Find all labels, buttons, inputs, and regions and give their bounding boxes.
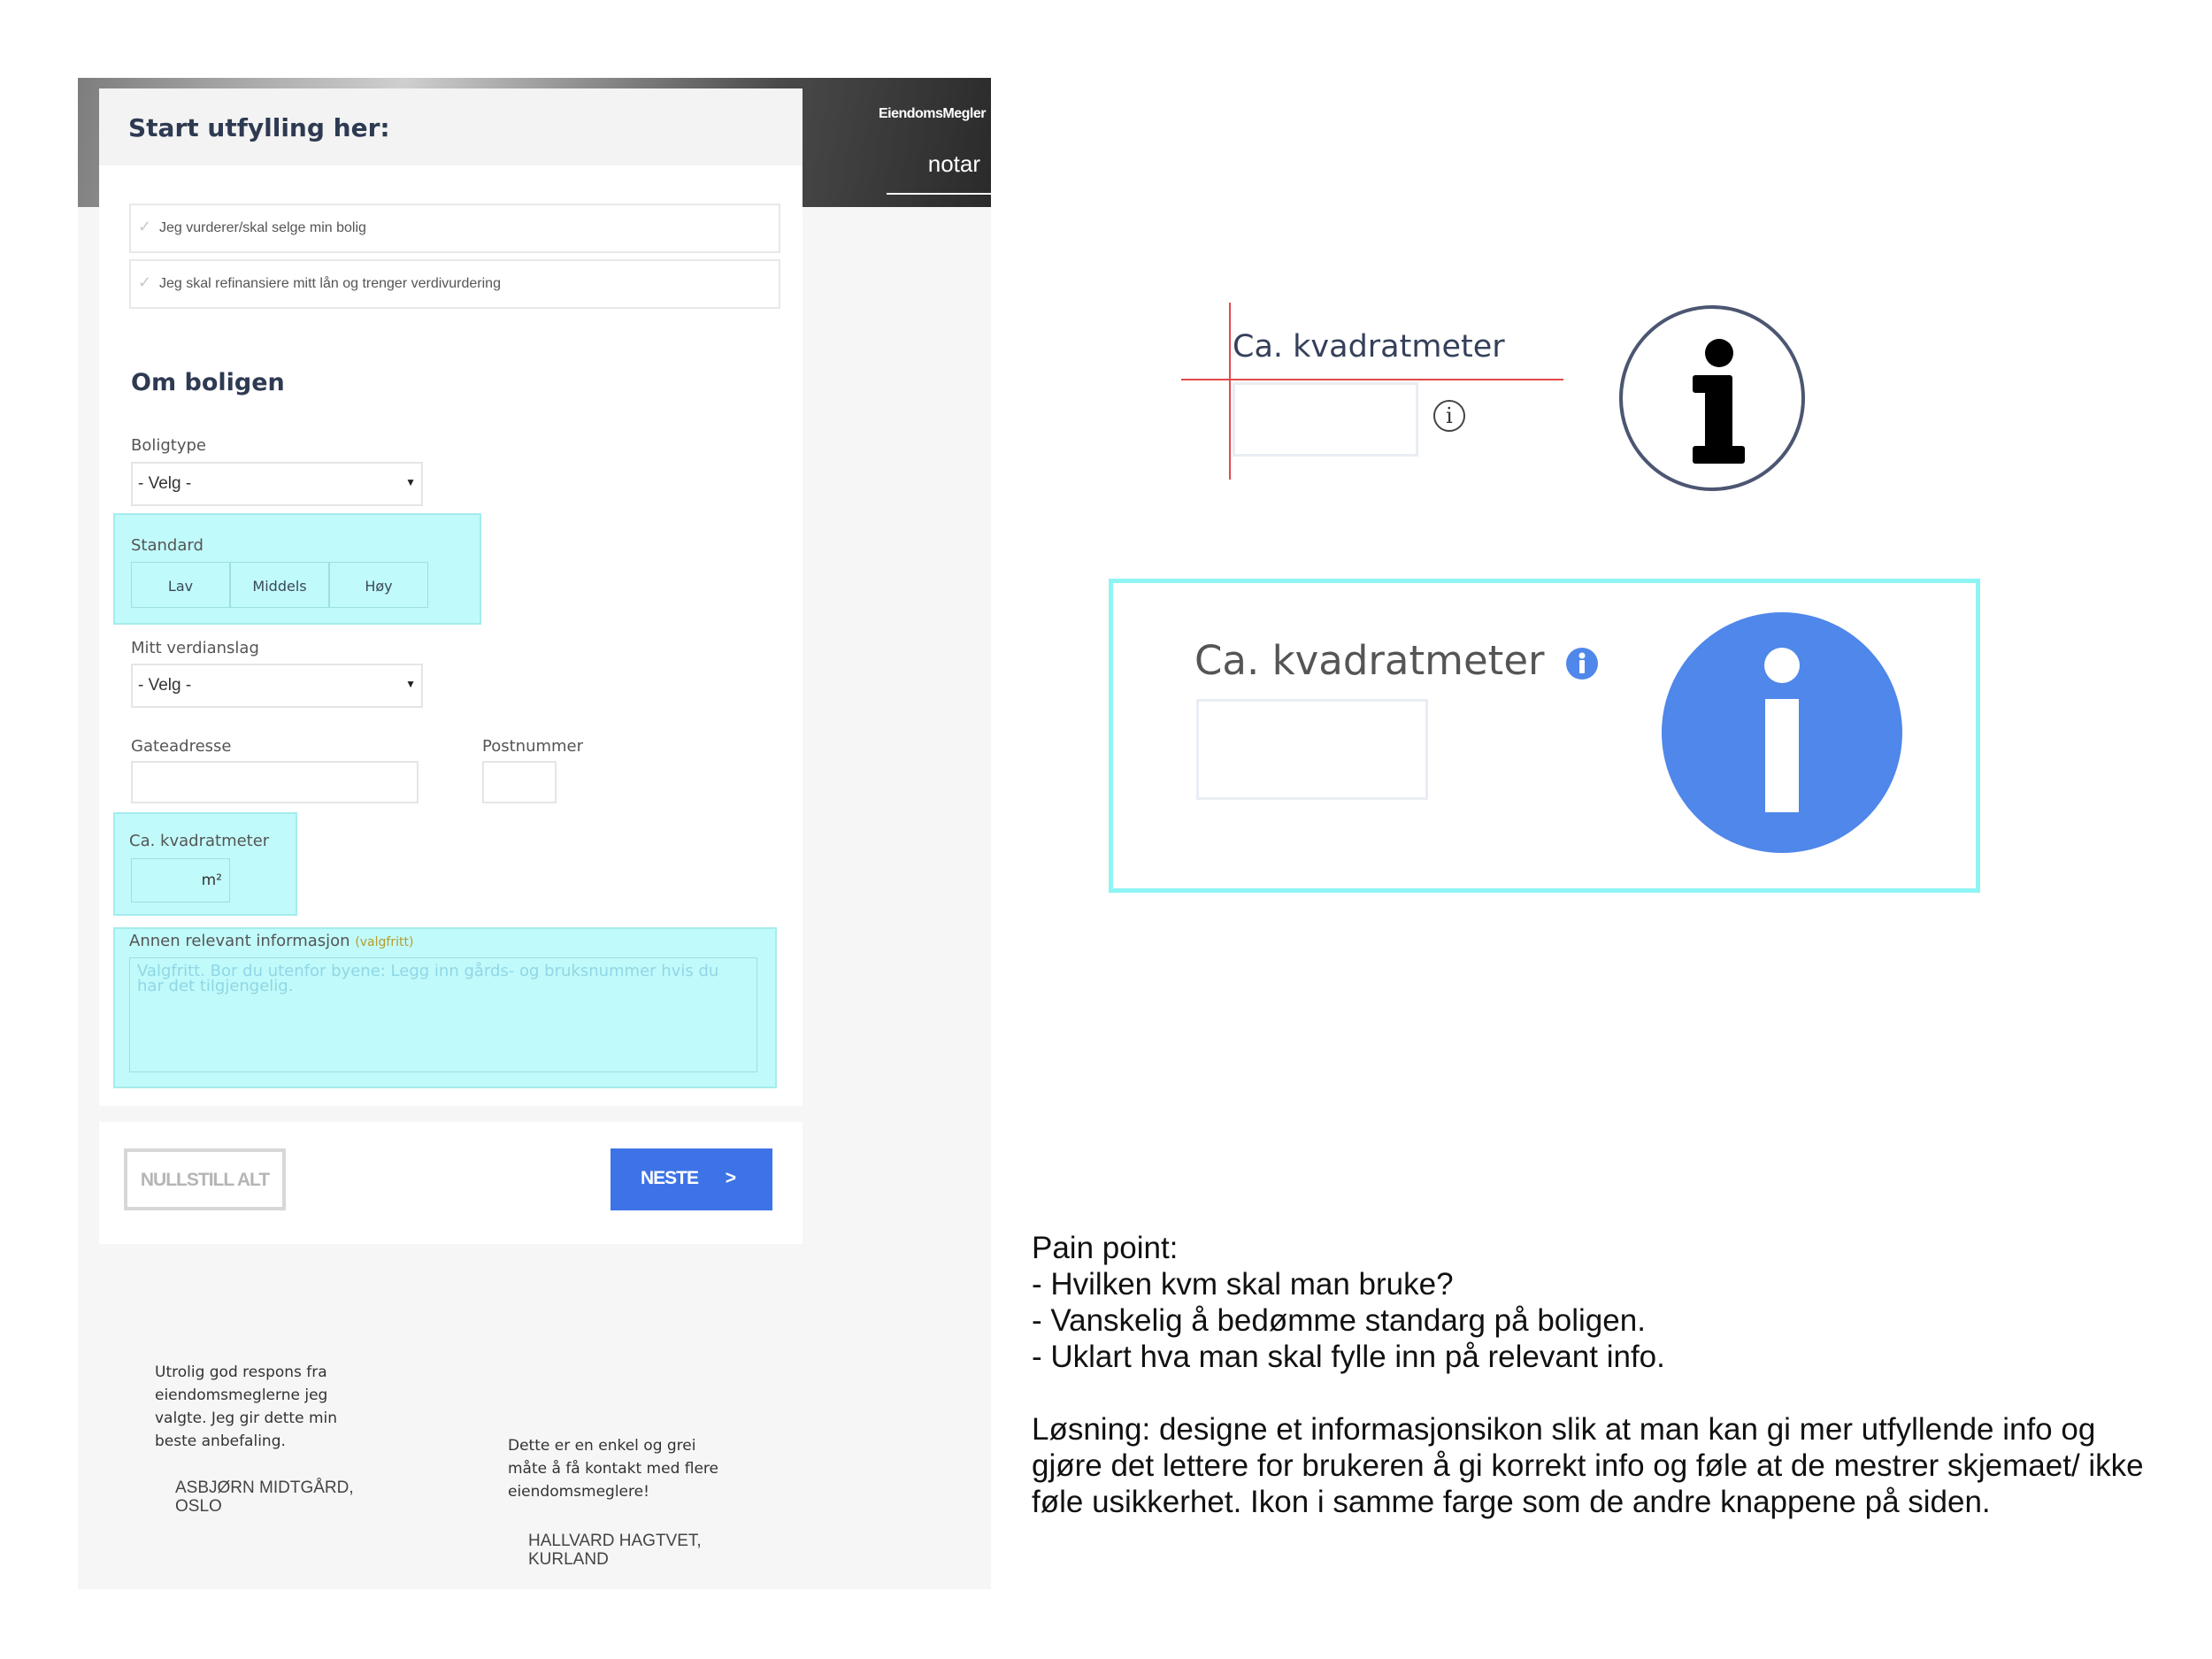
chevron-right-icon: > bbox=[725, 1168, 735, 1188]
kvm-label: Ca. kvadratmeter bbox=[129, 832, 270, 850]
caret-down-icon: ▼ bbox=[405, 678, 416, 690]
check-icon: ✓ bbox=[138, 218, 152, 235]
hero-notar: notar bbox=[927, 150, 980, 177]
annen-label: Annen relevant informasjon (valgfritt) bbox=[129, 932, 414, 950]
info-icon bbox=[1623, 309, 1801, 488]
standard-highlight bbox=[113, 513, 481, 625]
measure-line-vertical bbox=[1229, 303, 1231, 480]
next-button[interactable] bbox=[611, 1148, 772, 1210]
form-card bbox=[99, 88, 803, 1106]
pain-item: - Uklart hva man skal fylle inn på relevant info. bbox=[1032, 1340, 1665, 1374]
option-sell[interactable] bbox=[129, 204, 780, 253]
notes bbox=[1032, 1230, 2147, 1520]
hero-brand: EiendomsMegler bbox=[878, 106, 986, 121]
form-title: Start utfylling her: bbox=[99, 88, 803, 165]
boligtype-value: - Velg - bbox=[138, 474, 192, 493]
pain-item: - Hvilken kvm skal man bruke? bbox=[1032, 1267, 1454, 1302]
old-kvm-label: Ca. kvadratmeter bbox=[1233, 329, 1505, 365]
pain-title: Pain point: bbox=[1032, 1231, 1179, 1265]
testimonial-author: HALLVARD HAGTVET, KURLAND bbox=[528, 1532, 702, 1569]
form-actions bbox=[99, 1122, 803, 1244]
info-icon-large-old bbox=[1619, 305, 1805, 491]
info-icon: i bbox=[1433, 400, 1465, 432]
old-kvm-input bbox=[1233, 382, 1418, 457]
boligtype-label: Boligtype bbox=[131, 436, 206, 455]
hero-divider bbox=[887, 193, 991, 195]
check-icon: ✓ bbox=[138, 273, 152, 291]
kvm-input[interactable] bbox=[131, 858, 230, 902]
option-refinance[interactable] bbox=[129, 259, 780, 309]
standard-label: Standard bbox=[131, 536, 204, 555]
postnummer-input[interactable] bbox=[482, 761, 557, 803]
testimonial-quote: Utrolig god respons fra eiendomsmeglerne jeg valgte. Jeg gir dette min beste anbefaling. bbox=[155, 1363, 338, 1450]
annen-highlight bbox=[113, 927, 777, 1088]
solution-text: Løsning: designe et informasjonsikon slik at man kan gi mer utfyllende info og gjøre det lettere for brukeren å gi korrekt info og føle at de mestrer skjemaet/ ikke føle usikkerhet. Ikon i samme farge som de andre knappene på siden. bbox=[1032, 1412, 2144, 1519]
annen-textarea[interactable]: Valgfritt. Bor du utenfor byene: Legg inn gårds- og bruksnummer hvis du har det tilgjengelig. bbox=[129, 957, 757, 1072]
gateadresse-label: Gateadresse bbox=[131, 737, 232, 756]
annen-optional: (valgfritt) bbox=[355, 935, 414, 949]
info-icon[interactable] bbox=[1566, 648, 1598, 680]
caret-down-icon: ▼ bbox=[405, 476, 416, 488]
reset-button[interactable]: NULLSTILL ALT bbox=[124, 1148, 286, 1210]
kvm-unit: m² bbox=[201, 872, 222, 889]
verdianslag-label: Mitt verdianslag bbox=[131, 639, 259, 657]
info-icon-large-new bbox=[1662, 612, 1902, 853]
option-refinance-label: Jeg skal refinansiere mitt lån og trenger verdivurdering bbox=[159, 276, 501, 291]
standard-option-hoy[interactable]: Høy bbox=[329, 562, 428, 608]
gateadresse-input[interactable] bbox=[131, 761, 419, 803]
postnummer-label: Postnummer bbox=[482, 737, 584, 756]
next-label: NESTE bbox=[641, 1168, 699, 1188]
standard-option-middels[interactable]: Middels bbox=[230, 562, 329, 608]
verdianslag-value: - Velg - bbox=[138, 676, 192, 695]
new-kvm-input bbox=[1196, 699, 1428, 800]
testimonial-author: ASBJØRN MIDTGÅRD, OSLO bbox=[175, 1479, 354, 1516]
form-screenshot bbox=[78, 78, 991, 1589]
new-kvm-label: Ca. kvadratmeter bbox=[1194, 637, 1598, 684]
boligtype-select[interactable] bbox=[131, 462, 423, 506]
option-sell-label: Jeg vurderer/skal selge min bolig bbox=[159, 220, 366, 235]
measure-line-horizontal bbox=[1181, 379, 1563, 380]
kvm-highlight bbox=[113, 812, 297, 916]
standard-option-lav[interactable]: Lav bbox=[131, 562, 230, 608]
pain-item: - Vanskelig å bedømme standarg på boligen. bbox=[1032, 1303, 1646, 1338]
verdianslag-select[interactable] bbox=[131, 664, 423, 708]
testimonial-quote: Dette er en enkel og grei måte å få kontakt med flere eiendomsmeglere! bbox=[508, 1437, 718, 1501]
section-title: Om boligen bbox=[131, 369, 285, 396]
